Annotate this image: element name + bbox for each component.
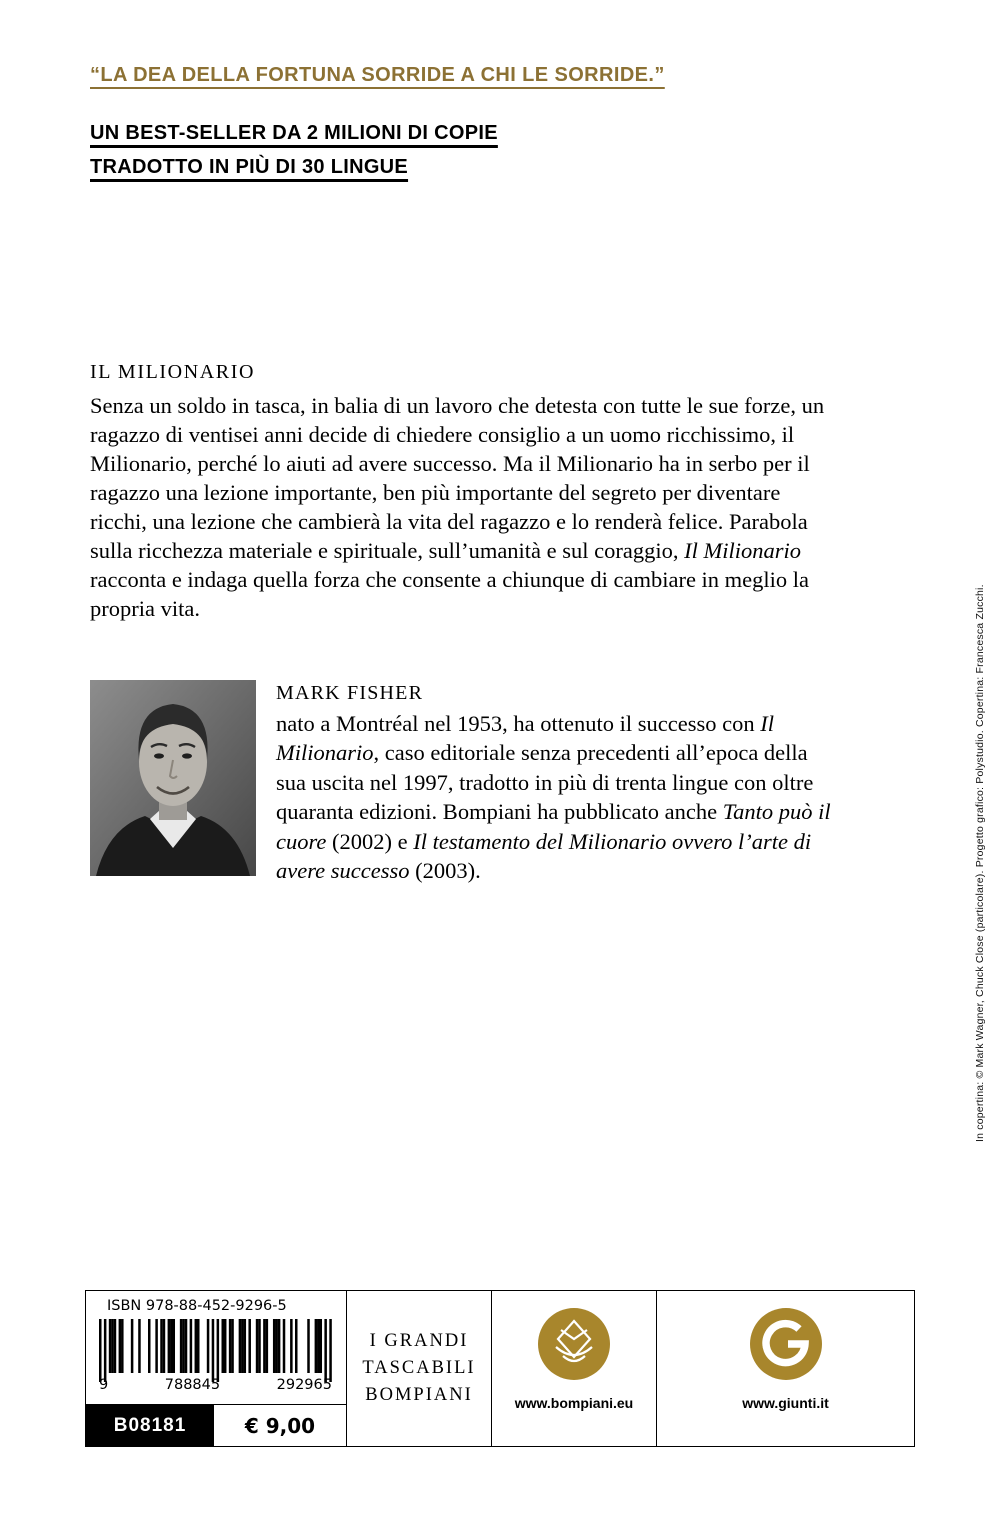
synopsis-title: IL MILIONARIO bbox=[90, 361, 256, 383]
series-line-1: I GRANDI bbox=[369, 1331, 469, 1351]
author-name: MARK FISHER bbox=[276, 682, 424, 704]
barcode bbox=[99, 1319, 346, 1375]
author-section bbox=[90, 676, 838, 886]
price: € 9,00 bbox=[244, 1413, 316, 1438]
series-label bbox=[346, 1291, 491, 1446]
author-bio: nato a Montréal nel 1953, ha ottenuto il successo con Il Milionario, caso editoriale senza precedenti all’epoca della sua uscita nel 1997, tradotto in più di trenta lingue con oltre quaranta edizioni. Bompiani ha pubblicato anche Tanto può il cuore (2002) e Il testamento del Milionario ovvero l’arte di avere successo (2003). bbox=[276, 710, 831, 883]
barcode-digit-group: 788845 bbox=[164, 1377, 221, 1393]
barcode-cell bbox=[86, 1291, 346, 1446]
bompiani-url: www.bompiani.eu bbox=[514, 1395, 634, 1411]
barcode-digit-group: 9 bbox=[99, 1377, 109, 1393]
print-credits: In copertina: © Mark Wagner, Chuck Close (particolare). Progetto grafico: Polystudio. Copertina: Francesca Zucchi. bbox=[974, 584, 986, 1142]
bompiani-cell bbox=[491, 1291, 656, 1446]
tagline: “LA DEA DELLA FORTUNA SORRIDE A CHI LE SORRIDE.” bbox=[90, 64, 665, 86]
isbn-label: ISBN 978-88-452-9296-5 bbox=[107, 1298, 287, 1314]
barcode-digit-group: 292965 bbox=[276, 1377, 332, 1393]
bestseller-banner bbox=[90, 122, 498, 190]
giunti-url: www.giunti.it bbox=[742, 1395, 829, 1411]
product-code: B08181 bbox=[86, 1405, 214, 1446]
series-line-2: TASCABILI bbox=[362, 1358, 476, 1378]
bestseller-line-1: UN BEST-SELLER DA 2 MILIONI DI COPIE bbox=[90, 122, 498, 144]
synopsis-text: Senza un soldo in tasca, in balia di un lavoro che detesta con tutte le sue forze, un ragazzo di ventisei anni decide di chiedere consiglio a un uomo ricchissimo, il Milionario, perché lo aiuti ad avere successo. Ma il Milionario ha in serbo per il ragazzo una lezione importante, ben più importante del segreto per diventare ricchi, una lezione che cambierà la vita del ragazzo e lo renderà felice. Parabola sulla ricchezza materiale e spirituale, sull’umanità e sul coraggio, Il Milionario racconta e indaga quella forza che consente a chiunque di cambiare in meglio la propria vita. bbox=[90, 393, 825, 621]
giunti-logo-icon bbox=[750, 1308, 822, 1380]
bompiani-logo-icon bbox=[538, 1308, 610, 1380]
series-line-3: BOMPIANI bbox=[365, 1385, 473, 1405]
footer-bar bbox=[85, 1290, 915, 1447]
bestseller-line-2: TRADOTTO IN PIÙ DI 30 LINGUE bbox=[90, 156, 409, 178]
barcode-digits bbox=[99, 1377, 332, 1393]
synopsis bbox=[90, 358, 838, 623]
author-photo bbox=[90, 680, 256, 876]
code-price-row bbox=[86, 1404, 346, 1446]
giunti-cell bbox=[656, 1291, 914, 1446]
